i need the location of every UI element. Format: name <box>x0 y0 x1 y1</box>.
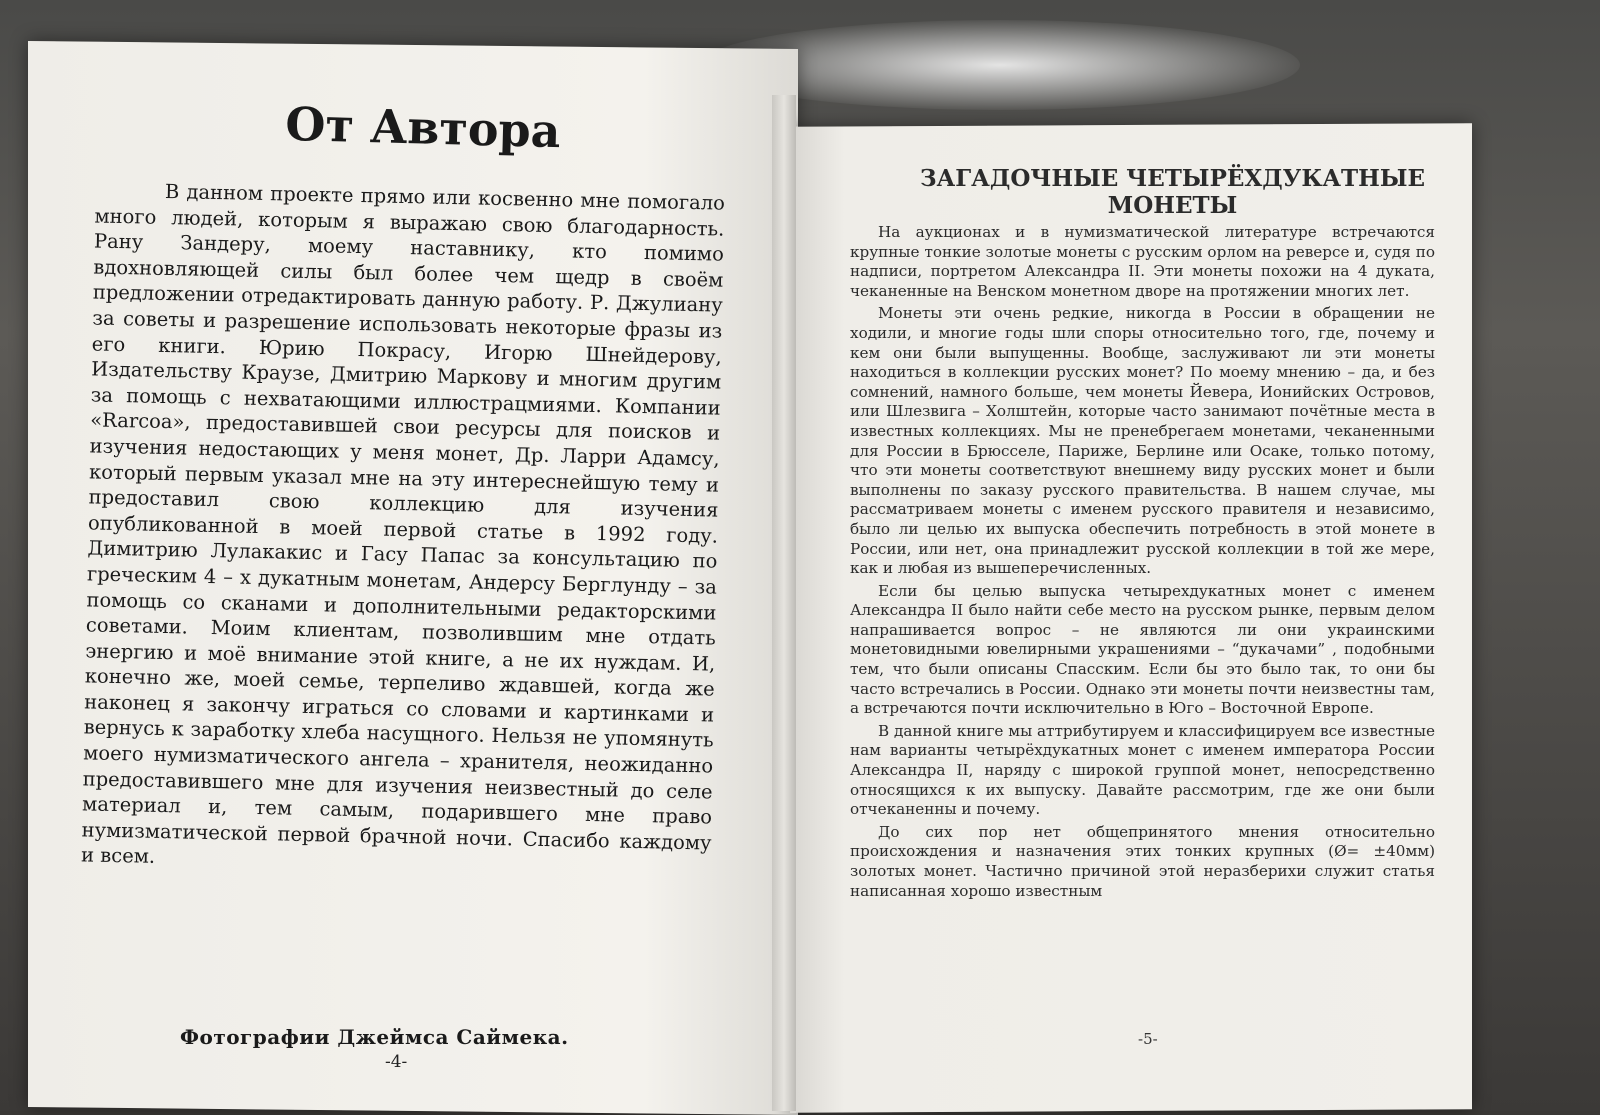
right-page-title: ЗАГАДОЧНЫЕ ЧЕТЫРЁХДУКАТНЫЕ МОНЕТЫ <box>919 165 1426 219</box>
right-paragraph: Монеты эти очень редкие, никогда в России в обращении не ходили, и многие годы шли споры относительно того, где, почему и кем они были выпущенны. Вообще, заслуживают ли эти монеты находиться в коллекции русских монет? По моему мнению – да, и без сомнений, намного больше, чем монеты Йевера, Ионийских Островов, или Шлезвига – Холштейн, которые часто занимают почётные места в известных коллекциях. Мы не пренебрегаем монетами, чеканенными для России в Брюсселе, Париже, Берлине или Осаке, только потому, что эти монеты соответствуют внешнему виду русских монет и были выполнены по заказу русского правительства. В нашем случае, мы рассматриваем монеты с именем русского правителя и независимо, было ли целью их выпуска обеспечить потребность в этой монете в России, или нет, она принадлежит русской коллекции в той же мере, как и любая из вышеперечисленных. <box>850 304 1435 578</box>
book-spine <box>772 95 796 1111</box>
right-paragraph: Если бы целью выпуска четырехдукатных монет с именем Александра II было найти себе место на русском рынке, первым делом напрашивается вопрос – не являются ли они украинскими монетовидными ювелирными украшениями – “дукачами” , подобными тем, что были описаны Спасским. Если бы это было так, то они бы часто встречались в России. Однако эти монеты почти неизвестны там, а встречаются почти исключительно в Юго – Восточной Европе. <box>850 581 1435 718</box>
left-page-content <box>80 96 726 875</box>
right-page-content <box>850 165 1435 904</box>
left-page-body: В данном проекте прямо или косвенно мне помогало много людей, которым я выражаю свою благодарность. Рану Зандеру, моему наставнику, кто помимо вдохновляющей силы был более чем щедр в своём предложении отредактировать данную работу. Р. Джулиану за советы и разрешение использовать некоторые фразы из его книги. Юрию Покрасу, Игорю Шнейдерову, Издательству Краузе, Дмитрию Маркову и многим другим за помощь с нехватающими иллюстрацмиями. Компании «Rarcoa», предоставившей свои ресурсы для поисков и изучения недостающих у меня монет, Др. Ларри Адамсу, который первым указал мне на эту интереснейшую тему и предоставил свою коллекцию для изучения опубликованной в моей первой статье в 1992 году. Димитрию Лулакакис и Гасу Папас за консультацию по греческим 4 – х дукатным монетам, Андерсу Берглунду – за помощь со сканами и дополнительными редакторскими советами. Моим клиентам, позволившим мне отдать энергию и моё внимание этой книге, а не их нуждам. И, конечно же, моей семье, терпеливо ждавшей, когда же наконец я закончу играться со словами и картинками и вернусь к заработку хлеба насущного. Нельзя не упомянуть моего нумизматического ангела – хранителя, неожиданно предоставившего мне для изучения неизвестный до селе материал и, тем самым, подарившего мне право нумизматической первой брачной ночи. Спасибо каждому и всем. <box>80 179 726 869</box>
left-page-title: От Автора <box>284 96 562 159</box>
right-paragraph: На аукционах и в нумизматической литературе встречаются крупные тонкие золотые монеты с русским орлом на реверсе и, судя по надписи, портретом Александра II. Эти монеты похожи на 4 дуката, чеканенные на Венском монетном дворе на протяжении многих лет. <box>850 223 1435 300</box>
right-paragraph: До сих пор нет общепринятого мнения относительно происхождения и назначения этих тонких крупных (Ø= ±40мм) золотых монет. Частично причиной этой неразберихи служит статья написанная хорошо известным <box>850 822 1435 900</box>
photo-credit: Фотографии Джеймса Саймека. <box>180 1025 569 1049</box>
right-page-number: -5- <box>1138 1030 1158 1048</box>
right-paragraph: В данной книге мы аттрибутируем и классифицируем все известные нам варианты четырёхдукатных монет с именем императора России Александра II, наряду с широкой группой монет, непосредственно относящихся к их выпуску. Давайте рассмотрим, где же они были отчеканенны и почему. <box>850 721 1435 819</box>
left-page-number: -4- <box>385 1052 408 1072</box>
